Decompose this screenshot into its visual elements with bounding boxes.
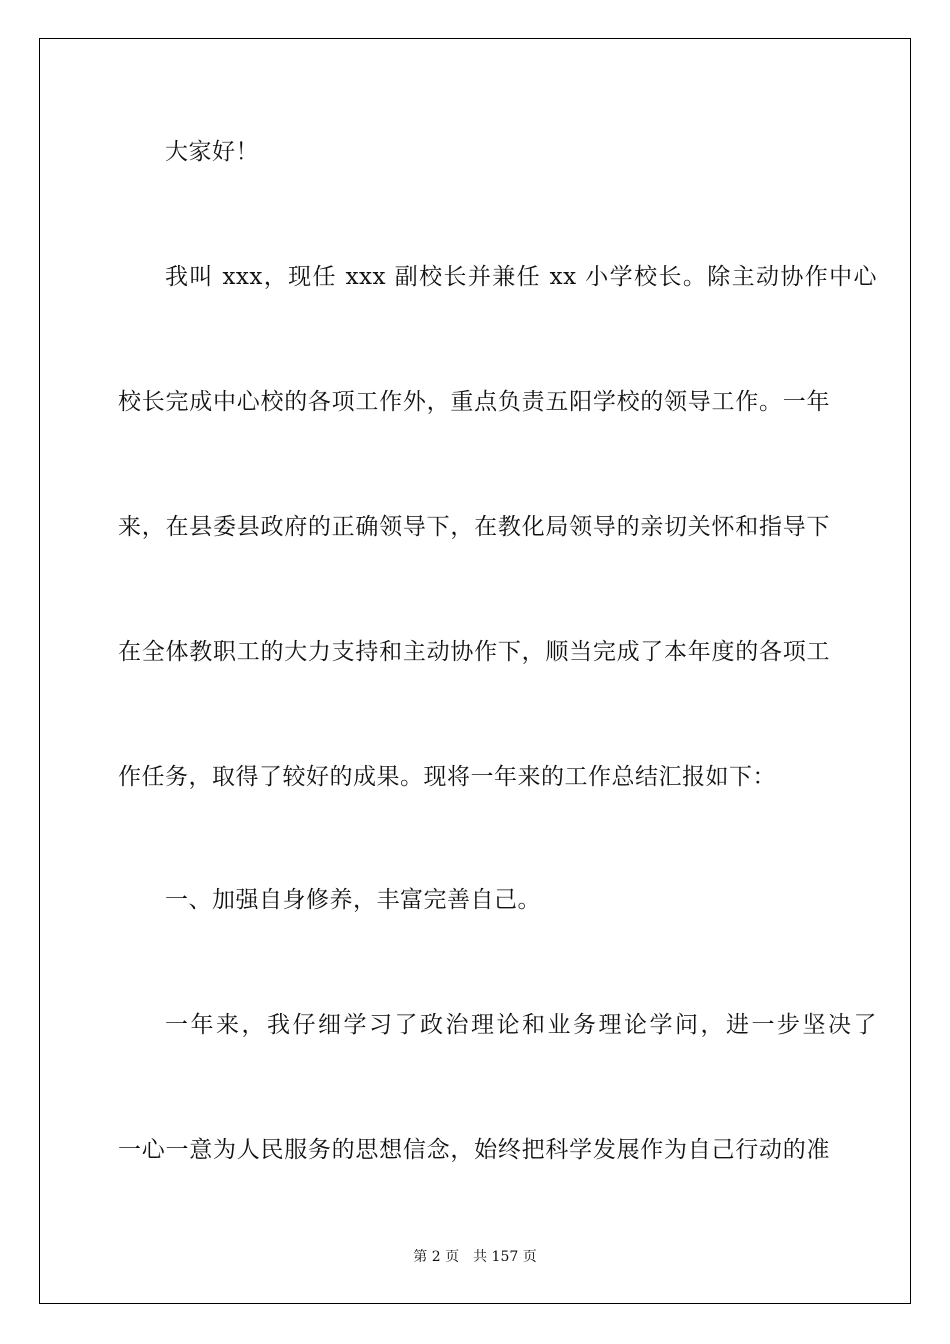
page-footer bbox=[0, 1246, 950, 1266]
greeting-line: 大家好！ bbox=[165, 139, 259, 165]
page-number: 第 2 页 bbox=[413, 1249, 460, 1265]
page-total: 共 157 页 bbox=[473, 1249, 537, 1265]
paragraph-line: 校长完成中心校的各项工作外，重点负责五阳学校的领导工作。一年 bbox=[118, 389, 830, 415]
paragraph-line: 在全体教职工的大力支持和主动协作下，顺当完成了本年度的各项工 bbox=[118, 639, 830, 665]
paragraph-line: 我叫 xxx，现任 xxx 副校长并兼任 xx 小学校长。除主动协作中心 bbox=[165, 264, 877, 290]
page-border bbox=[39, 38, 911, 1304]
section-heading: 一、加强自身修养，丰富完善自己。 bbox=[165, 887, 541, 913]
paragraph-line: 作任务，取得了较好的成果。现将一年来的工作总结汇报如下： bbox=[118, 764, 776, 790]
paragraph-line: 一心一意为人民服务的思想信念，始终把科学发展作为自己行动的准 bbox=[118, 1137, 830, 1163]
paragraph-line: 一年来，我仔细学习了政治理论和业务理论学问，进一步坚决了 bbox=[165, 1012, 877, 1038]
paragraph-line: 来，在县委县政府的正确领导下，在教化局领导的亲切关怀和指导下 bbox=[118, 514, 830, 540]
